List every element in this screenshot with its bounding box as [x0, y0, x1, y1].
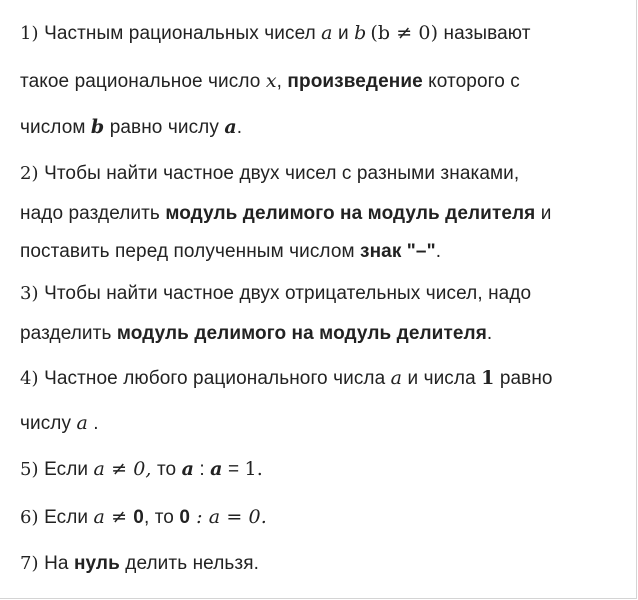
text: .	[435, 241, 442, 262]
result-one: 1.	[244, 458, 263, 480]
text: числом	[20, 117, 91, 138]
bold-variable-a: a	[224, 116, 237, 138]
not-equal-sign: ≠	[104, 506, 134, 528]
variable-a: a	[390, 367, 403, 389]
bold-term: знак "–"	[360, 241, 436, 262]
equals: =	[222, 459, 245, 480]
rule-7-line-1	[20, 552, 259, 576]
rule-1-line-2	[20, 69, 520, 94]
text: .	[87, 413, 99, 434]
bold-term: модуль делимого на модуль делителя	[116, 323, 487, 344]
text: равно числу	[104, 117, 225, 138]
text: и числа	[402, 368, 482, 389]
text: На	[38, 553, 74, 574]
text: числу	[20, 413, 77, 434]
text: Если	[38, 459, 94, 480]
variable-x: x	[265, 70, 277, 92]
text: .	[236, 117, 243, 138]
bold-term: модуль делимого на модуль делителя	[165, 203, 536, 224]
bold-term: нуль	[73, 553, 120, 574]
rule-number: 5)	[20, 459, 39, 480]
text: и	[535, 203, 552, 224]
text: разделить	[20, 323, 117, 344]
variable-a: a	[76, 412, 88, 434]
bold-variable-b: b	[90, 116, 105, 138]
variable-a: a	[321, 22, 333, 44]
bold-zero: 0	[133, 507, 144, 528]
rule-2-line-3	[20, 240, 441, 264]
text: ,	[276, 71, 288, 92]
rule-4-line-2	[20, 411, 99, 436]
bold-number-one: 1	[481, 367, 495, 389]
text: Частным рациональных чисел	[38, 23, 322, 44]
rule-4-line-1	[20, 366, 553, 391]
text: и	[332, 23, 355, 44]
text: , то	[143, 507, 180, 528]
variable-b: b	[354, 22, 367, 44]
condition-b-nonzero: (b ≠ 0)	[370, 22, 439, 44]
condition-a-nonzero: a ≠ 0,	[93, 458, 152, 480]
text: такое рациональное число	[20, 71, 266, 92]
text: .	[486, 323, 493, 344]
expression: : a = 0.	[190, 506, 267, 528]
rule-2-line-2	[20, 202, 551, 226]
rule-1-line-1	[20, 21, 531, 46]
rule-number: 2)	[20, 163, 39, 184]
text: Чтобы найти частное двух чисел с разными знаками,	[38, 163, 520, 184]
bold-variable-a: a	[181, 458, 195, 480]
text: равно	[494, 368, 553, 389]
rule-3-line-1	[20, 282, 531, 306]
text: делить нельзя.	[119, 553, 259, 574]
bold-zero: 0	[179, 507, 191, 528]
text: называют	[438, 23, 531, 44]
rule-6-line-1	[20, 505, 267, 530]
text: Чтобы найти частное двух отрицательных чисел, надо	[38, 283, 532, 304]
text: надо разделить	[20, 203, 166, 224]
rule-number: 3)	[20, 283, 39, 304]
rule-5-line-1	[20, 457, 263, 482]
text: то	[151, 459, 182, 480]
rule-number: 1)	[20, 23, 39, 44]
rule-number: 4)	[20, 368, 39, 389]
variable-a: a	[93, 506, 105, 528]
text: поставить перед полученным числом	[20, 241, 361, 262]
rule-3-line-2	[20, 322, 492, 346]
text: Частное любого рационального числа	[38, 368, 391, 389]
text: которого с	[422, 71, 520, 92]
text: Если	[38, 507, 94, 528]
rule-1-line-3	[20, 115, 242, 140]
rule-2-line-1	[20, 162, 519, 186]
bold-term: произведение	[287, 71, 423, 92]
rule-number: 7)	[20, 553, 39, 574]
colon: :	[194, 459, 211, 480]
bold-variable-a: a	[210, 458, 223, 480]
rule-number: 6)	[20, 507, 39, 528]
